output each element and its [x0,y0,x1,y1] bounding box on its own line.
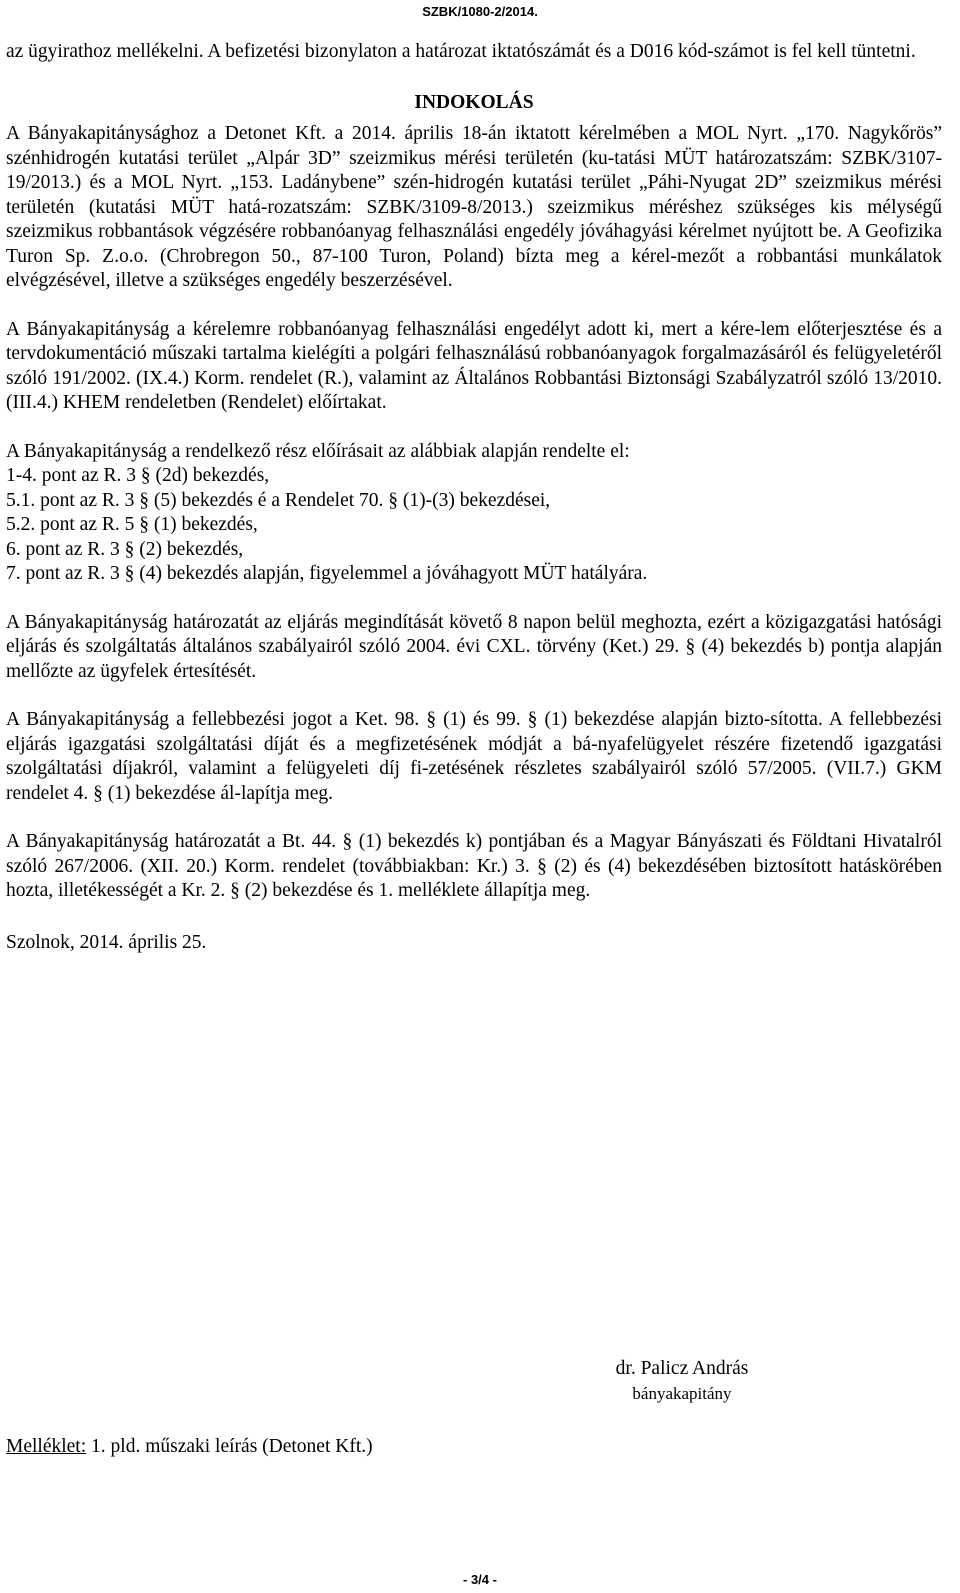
section-heading: INDOKOLÁS [414,91,534,113]
annex-text: 1. pld. műszaki leírás (Detonet Kft.) [86,1436,373,1457]
legal-basis-item: 6. pont az R. 3 § (2) bekezdés, [6,538,244,560]
paragraph-competence: A Bányakapitányság határozatát a Bt. 44. § (1) bekezdés k) pontjában és a Magyar Bányászati és Földtani Hivatalról szóló 267/2006. (XII. 20.) Korm. rendelet (továbbiakban: Kr.) 3. § (2) és (4) bekezdésében biztosított hatáskörében hozta, illetékességét a Kr. 2. § (2) bekezdése és 1. melléklete állapítja meg. [6,831,942,901]
paragraph-permit: A Bányakapitányság a kérelemre robbanóanyag felhasználási engedélyt adott ki, mert a kére-lem előterjesztése és a tervdokumentáció műszaki tartalma kielégíti a polgári felhasználású robbanóanyagok forgalmazásáról és felügyeletéről szóló 191/2002. (IX.4.) Korm. rendelet (R.), valamint az Általános Robbantási Biztonsági Szabályzatról szóló 13/2010. (III.4.) KHEM rendeletben (Rendelet) előírtakat. [6,318,942,413]
legal-basis-item: 5.2. pont az R. 5 § (1) bekezdés, [6,514,258,535]
legal-basis-item: 7. pont az R. 3 § (4) bekezdés alapján, figyelemmel a jóváhagyott MÜT hatályára. [6,563,648,584]
signatory-title: bányakapitány [632,1383,732,1403]
place-date: Szolnok, 2014. április 25. [6,931,207,953]
legal-basis-intro: A Bányakapitányság a rendelkező rész előírásait az alábbiak alapján rendelte el: [6,440,630,462]
paragraph-continuation: az ügyirathoz mellékelni. A befizetési bizonylaton a határozat iktatószámát és a D016 kód-számot is fel kell tüntetni. [6,41,916,62]
document-body [6,40,942,955]
annex-label: Melléklet: [6,1436,87,1457]
page-number: - 3/4 - [463,1572,497,1587]
legal-basis-block [6,440,942,587]
document-reference-header: SZBK/1080-2/2014. [422,4,538,19]
annex-line [6,1436,373,1458]
paragraph-request: A Bányakapitánysághoz a Detonet Kft. a 2014. április 18-án iktatott kérelmében a MOL Nyrt. „170. Nagykőrös” szénhidrogén kutatási terület „Alpár 3D” szeizmikus mérési területén (ku-tatási MÜT határozatszám: SZBK/3107-19/2013.) és a MOL Nyrt. „153. Ladánybene” szén-hidrogén kutatási terület „Páhi-Nyugat 2D” szeizmikus mérési területén (kutatási MÜT hatá-rozatszám: SZBK/3109-8/2013.) szeizmikus méréshez szükséges kis mélységű szeizmikus robbantások végzésére robbanóanyag felhasználási engedély jóváhagyási kérelmet nyújtott be. A Geofizika Turon Sp. Z.o.o. (Chrobregon 50., 87-100 Turon, Poland) bízta meg a kérel-mezőt a robbantási munkálatok elvégzésével, illetve a szükséges engedély beszerzésével. [6,123,942,291]
signatory-name: dr. Palicz András [615,1358,749,1379]
signature-block [582,1357,782,1406]
legal-basis-item: 5.1. pont az R. 3 § (5) bekezdés é a Rendelet 70. § (1)-(3) bekezdései, [6,489,551,511]
paragraph-appeal: A Bányakapitányság a fellebbezési jogot a Ket. 98. § (1) és 99. § (1) bekezdése alapján bizto-sította. A fellebbezési eljárás igazgatási szolgáltatási díját és a megfizetésének módját a bá-nyafelügyelet részére fizetendő igazgatási szolgáltatási díjakról, valamint a felügyeleti díj fi-zetésének részletes szabályairól szóló 57/2005. (VII.7.) GKM rendelet 4. § (1) bekezdése ál-lapítja meg. [6,709,942,804]
legal-basis-item: 1-4. pont az R. 3 § (2d) bekezdés, [6,465,270,486]
paragraph-deadline: A Bányakapitányság határozatát az eljárás megindítását követő 8 napon belül meghozta, ezért a közigazgatási hatósági eljárás és szolgáltatás általános szabályairól szóló 2004. évi CXL. törvény (Ket.) 29. § (4) bekezdés b) pontja alapján mellőzte az ügyfelek értesítését. [6,611,942,682]
